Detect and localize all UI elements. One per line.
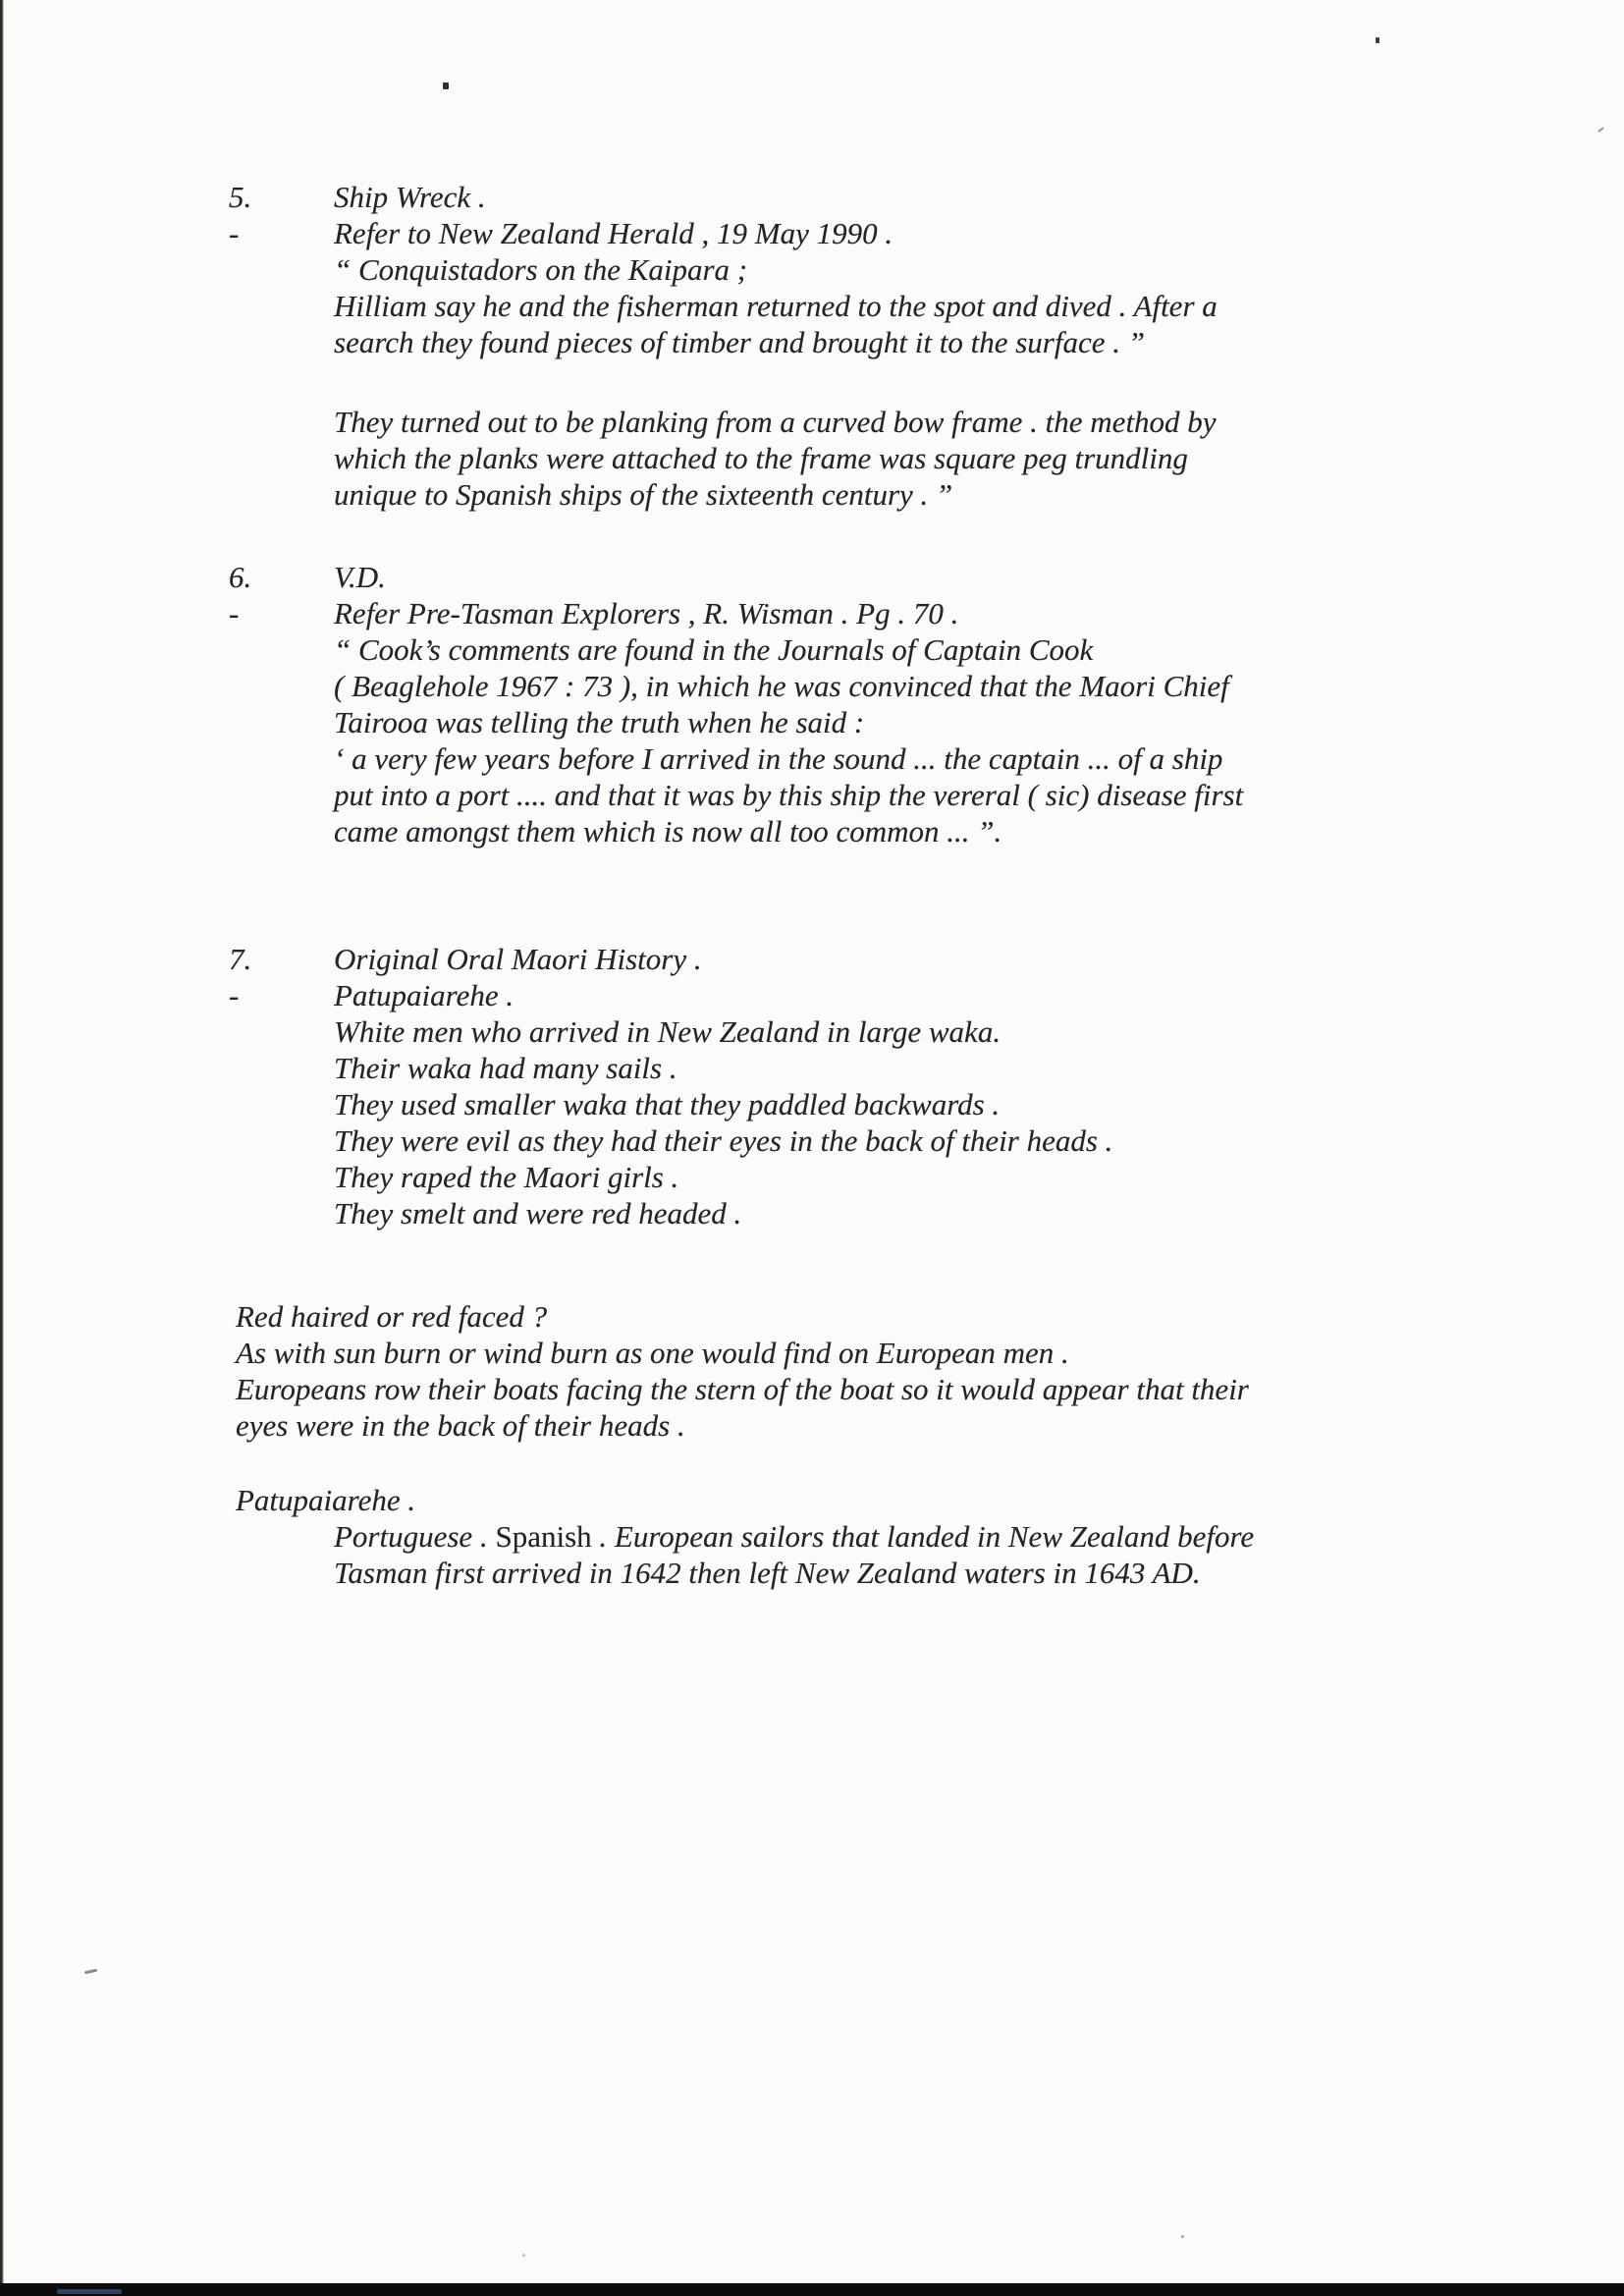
text-line: They were evil as they had their eyes in the back of their heads . (334, 1123, 1113, 1158)
text-lines (334, 631, 1243, 849)
item-number: 7. (229, 942, 252, 976)
text-lines (334, 941, 702, 977)
text-line: put into a port .... and that it was by this ship the vereral ( sic) disease first (334, 778, 1244, 812)
roman-text-segment: Spanish (495, 1519, 592, 1554)
text-line: They raped the Maori girls . (334, 1160, 679, 1194)
text-lines (334, 251, 1218, 360)
text-lines (334, 595, 958, 631)
scan-speck (522, 2254, 525, 2257)
dash-marker: - (229, 216, 240, 250)
dash-marker: - (229, 596, 240, 630)
indented-paragraph (0, 215, 1624, 251)
indented-paragraph (0, 1518, 1624, 1591)
marker-spacer (229, 1518, 334, 1591)
text-line: They used smaller waka that they paddled backwards . (334, 1087, 1001, 1121)
text-line: “ Cook’s comments are found in the Journals of Captain Cook (334, 632, 1094, 667)
text-line (334, 1518, 1254, 1555)
scan-speck (1181, 2235, 1184, 2238)
text-line: search they found pieces of timber and brought it to the surface . ” (334, 325, 1145, 359)
numbered-item (0, 559, 1624, 595)
text-lines (334, 179, 486, 215)
text-lines (236, 1298, 1249, 1444)
text-line: White men who arrived in New Zealand in large waka. (334, 1014, 1001, 1049)
text-line: unique to Spanish ships of the sixteenth century . ” (334, 477, 953, 512)
indented-paragraph (0, 595, 1624, 631)
scan-speck (1376, 37, 1380, 43)
text-lines (334, 1013, 1112, 1231)
marker-spacer (229, 631, 334, 849)
scan-speck (443, 82, 449, 89)
item-number: 5. (229, 180, 252, 214)
marker-spacer (229, 251, 334, 360)
paragraph (0, 1482, 1624, 1518)
text-lines (236, 1482, 415, 1518)
numbered-item (0, 941, 1624, 977)
text-line: came amongst them which is now all too common ... ”. (334, 814, 1002, 848)
text-line: Tasman first arrived in 1642 then left New Zealand waters in 1643 AD. (334, 1556, 1201, 1590)
italic-text-segment: . European sailors that landed in New Zealand before (591, 1519, 1255, 1554)
paragraph (0, 1298, 1624, 1444)
text-line: ( Beaglehole 1967 : 73 ), in which he was convinced that the Maori Chief (334, 669, 1229, 703)
indented-paragraph (0, 977, 1624, 1013)
indented-paragraph (0, 404, 1624, 513)
text-line: Hilliam say he and the fisherman returned to the spot and dived . After a (334, 289, 1218, 323)
scan-speck (84, 1969, 97, 1975)
text-line: which the planks were attached to the frame was square peg trundling (334, 441, 1188, 475)
numbered-item (0, 179, 1624, 215)
scan-bottom-bar (0, 2283, 1624, 2296)
marker-spacer (229, 1013, 334, 1231)
text-lines (334, 1518, 1254, 1591)
text-line: They smelt and were red headed . (334, 1196, 742, 1230)
scan-bottom-glare (57, 2289, 122, 2294)
indented-paragraph (0, 251, 1624, 360)
text-line: Refer to New Zealand Herald , 19 May 1990 . (334, 216, 893, 250)
text-line: Refer Pre-Tasman Explorers , R. Wisman . Pg . 70 . (334, 596, 959, 630)
text-line: Ship Wreck . (334, 180, 486, 214)
text-line: Red haired or red faced ? (236, 1299, 548, 1334)
scan-left-edge (0, 0, 4, 2296)
text-line: Their waka had many sails . (334, 1051, 677, 1085)
text-line: Patupaiarehe . (334, 978, 514, 1012)
text-line: Patupaiarehe . (236, 1483, 416, 1517)
text-lines (334, 559, 386, 595)
dash-marker: - (229, 978, 240, 1012)
text-line: ‘ a very few years before I arrived in the sound ... the captain ... of a ship (334, 741, 1223, 776)
item-number: 6. (229, 560, 252, 594)
text-lines (334, 215, 893, 251)
indented-paragraph (0, 631, 1624, 849)
text-line: As with sun burn or wind burn as one would find on European men . (236, 1336, 1069, 1370)
indented-paragraph (0, 1013, 1624, 1231)
text-lines (334, 977, 514, 1013)
text-line: They turned out to be planking from a curved bow frame . the method by (334, 405, 1217, 439)
text-line: eyes were in the back of their heads . (236, 1408, 685, 1443)
marker-spacer (229, 404, 334, 513)
text-line: Original Oral Maori History . (334, 942, 702, 976)
italic-text-segment: Portuguese . (334, 1519, 496, 1554)
text-line: Tairooa was telling the truth when he said : (334, 705, 865, 739)
text-line: Europeans row their boats facing the stern of the boat so it would appear that their (236, 1372, 1249, 1406)
text-line: V.D. (334, 560, 386, 594)
text-lines (334, 404, 1217, 513)
text-line: “ Conquistadors on the Kaipara ; (334, 252, 748, 287)
